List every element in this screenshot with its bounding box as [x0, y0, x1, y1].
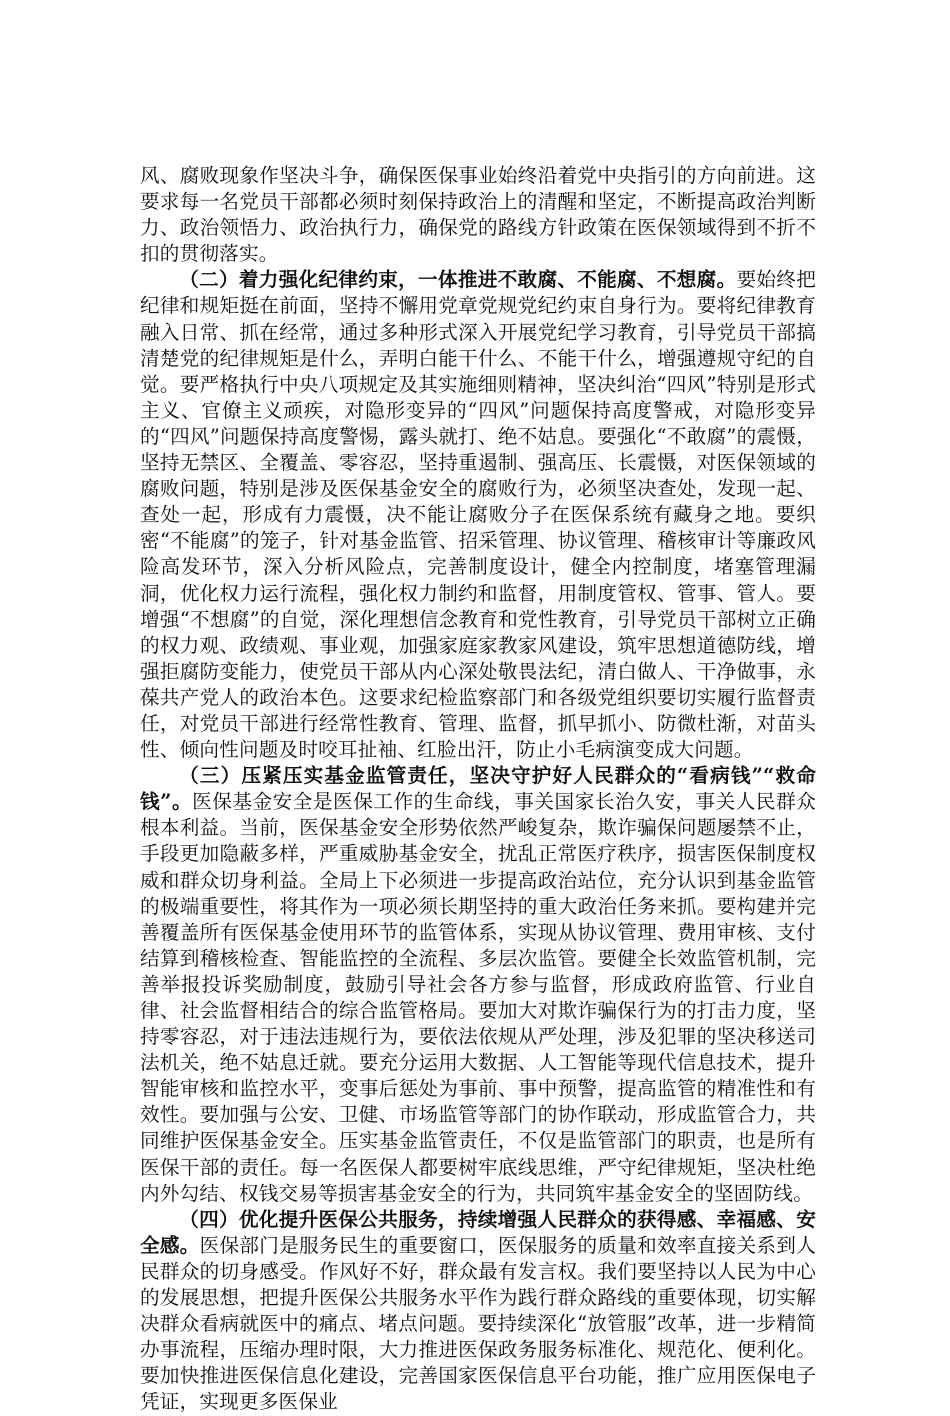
- paragraph-continuation: [140, 163, 816, 267]
- paragraph-section-4: [140, 1207, 816, 1416]
- paragraph-body: 要始终把纪律和规矩挺在前面，坚持不懈用党章党规党纪约束自身行为。要将纪律教育融入日常、抓在经常，通过多种形式深入开展党纪学习教育，引导党员干部搞清楚党的纪律规矩是什么，弄明白能干什么、不能干什么，增强遵规守纪的自觉。要严格执行中央八项规定及其实施细则精神，坚决纠治“四风”特别是形式主义、官僚主义顽疾，对隐形变异的“四风”问题保持高度警戒，对隐形变异的“四风”问题保持高度警惕，露头就打、绝不姑息。要强化“不敢腐”的震慑，坚持无禁区、全覆盖、零容忍，坚持重遏制、强高压、长震慑，对医保领域的腐败问题，特别是涉及医保基金安全的腐败行为，必须坚决查处，发现一起、查处一起，形成有力震慑，决不能让腐败分子在医保系统有藏身之地。要织密“不能腐”的笼子，针对基金监管、招采管理、协议管理、稽核审计等廉政风险高发环节，深入分析风险点，完善制度设计，健全内控制度，堵塞管理漏洞，优化权力运行流程，强化权力制约和监督，用制度管权、管事、管人。要增强“不想腐”的自觉，深化理想信念教育和党性教育，引导党员干部树立正确的权力观、政绩观、事业观，加强家庭家教家风建设，筑牢思想道德防线，增强拒腐防变能力，使党员干部从内心深处敬畏法纪，清白做人、干净做事，永葆共产党人的政治本色。这要求纪检监察部门和各级党组织要切实履行监督责任，对党员干部进行经常性教育、管理、监督，抓早抓小、防微杜渐，对苗头性、倾向性问题及时咬耳扯袖、红脸出汗，防止小毛病演变成大问题。: [140, 268, 816, 762]
- document-page: [140, 163, 816, 1416]
- section-heading: （二）着力强化纪律约束，一体推进不敢腐、不能腐、不想腐。: [179, 268, 737, 292]
- paragraph-body: 风、腐败现象作坚决斗争，确保医保事业始终沿着党中央指引的方向前进。这要求每一名党员干部都必须时刻保持政治上的清醒和坚定，不断提高政治判断力、政治领悟力、政治执行力，确保党的路线方针政策在医保领域得到不折不扣的贯彻落实。: [140, 164, 816, 266]
- section-heading: （三）压紧压实基金监管责任，坚决守护好人民群众的“看病钱”“救命钱”。: [140, 764, 816, 814]
- section-heading: （四）优化提升医保公共服务，持续增强人民群众的获得感、幸福感、安全感。: [140, 1207, 816, 1257]
- paragraph-body: 医保部门是服务民生的重要窗口，医保服务的质量和效率直接关系到人民群众的切身感受。作风好不好，群众最有发言权。我们要坚持以人民为中心的发展思想，把提升医保公共服务水平作为践行群众路线的重要体现，切实解决群众看病就医中的痛点、堵点问题。要持续深化“放管服”改革，进一步精简办事流程，压缩办理时限，大力推进医保政务服务标准化、规范化、便利化。要加快推进医保信息化建设，完善国家医保信息平台功能，推广应用医保电子凭证，实现更多医保业: [140, 1233, 816, 1414]
- paragraph-section-2: [140, 267, 816, 763]
- paragraph-section-3: [140, 763, 816, 1207]
- paragraph-body: 医保基金安全是医保工作的生命线，事关国家长治久安，事关人民群众根本利益。当前，医保基金安全形势依然严峻复杂，欺诈骗保问题屡禁不止，手段更加隐蔽多样，严重威胁基金安全，扰乱正常医疗秩序，损害医保制度权威和群众切身利益。全局上下必须进一步提高政治站位，充分认识到基金监管的极端重要性，将其作为一项必须长期坚持的重大政治任务来抓。要构建并完善覆盖所有医保基金使用环节的监管体系，实现从协议管理、费用审核、支付结算到稽核检查、智能监控的全流程、多层次监管。要健全长效监管机制，完善举报投诉奖励制度，鼓励引导社会各方参与监督，形成政府监管、行业自律、社会监督相结合的综合监管格局。要加大对欺诈骗保行为的打击力度，坚持零容忍，对于违法违规行为，要依法依规从严处理，涉及犯罪的坚决移送司法机关，绝不姑息迁就。要充分运用大数据、人工智能等现代信息技术，提升智能审核和监控水平，变事后惩处为事前、事中预警，提高监管的精准性和有效性。要加强与公安、卫健、市场监管等部门的协作联动，形成监管合力，共同维护医保基金安全。压实基金监管责任，不仅是监管部门的职责，也是所有医保干部的责任。每一名医保人都要树牢底线思维，严守纪律规矩，坚决杜绝内外勾结、权钱交易等损害基金安全的行为，共同筑牢基金安全的坚固防线。: [140, 790, 816, 1205]
